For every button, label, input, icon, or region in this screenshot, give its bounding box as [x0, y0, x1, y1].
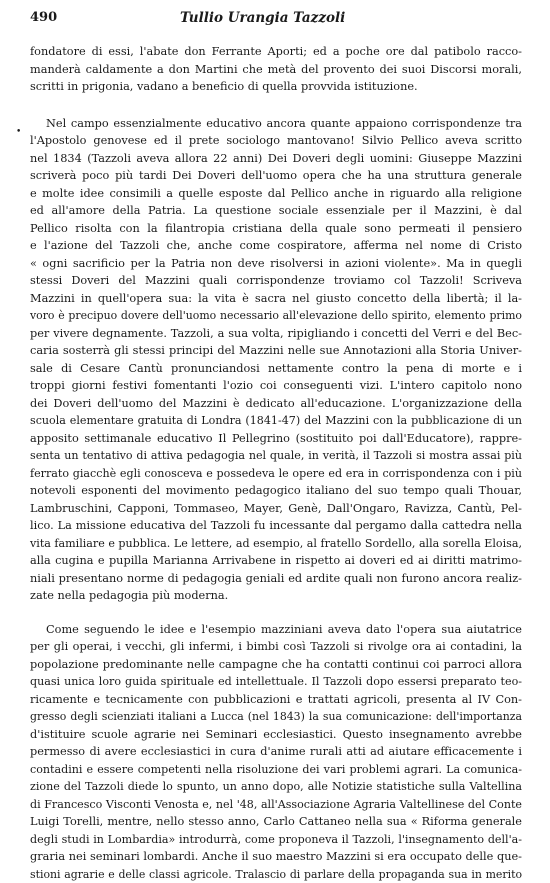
text-line: vita familiare e pubblica. Le lettere, ad esempio, al fratello Sordello, alla sorella Eloisa,: [30, 535, 522, 553]
text-line: per gli operai, i vecchi, gli infermi, i bimbi così Tazzoli si rivolge ora ai contadini, la: [30, 638, 522, 656]
text-line: Pellico risolta con la filantropia cristiana della quale sono permeati il pensiero: [30, 220, 522, 238]
text-line: scriverà poco più tardi Dei Doveri dell'uomo opera che ha una struttura generale: [30, 167, 522, 185]
text-line: Luigi Torelli, mentre, nello stesso anno, Carlo Cattaneo nella sua « Riforma generale: [30, 813, 522, 831]
text-line: senta un tentativo di attiva pedagogia nel quale, in verità, il Tazzoli si mostra assai più: [30, 447, 522, 465]
text-line: zate nella pedagogia più moderna.: [30, 587, 522, 605]
text-line: Lambruschini, Capponi, Tommaseo, Mayer, Genè, Dall'Ongaro, Ravizza, Cantù, Pel-: [30, 500, 522, 518]
text-line: quasi unica loro guida spirituale ed intellettuale. Il Tazzoli dopo essersi preparato teo-: [30, 673, 522, 691]
text-line: e molte idee consimili a quelle esposte dal Pellico anche in riguardo alla religione: [30, 185, 522, 203]
text-line: dei Doveri dell'uomo del Mazzini è dedicato all'educazione. L'organizzazione della: [30, 395, 522, 413]
text-line: manderà caldamente a don Martini che metà del provento dei suoi Discorsi morali,: [30, 61, 522, 79]
body-text: [30, 43, 522, 883]
paragraph-spacer: [30, 605, 522, 621]
text-line: permesso di avere ecclesiastici in cura d'anime rurali atti ad aiutare efficacemente i: [30, 743, 522, 761]
text-line: e l'azione del Tazzoli che, anche come cospiratore, afferma nel nome di Cristo: [30, 237, 522, 255]
text-line: ricamente e tecnicamente con pubblicazioni e trattati agricoli, presenta al IV Con-: [30, 691, 522, 709]
text-line: voro è precipuo dovere dell'uomo necessario all'elevazione dello spirito, elemento primo: [30, 307, 522, 325]
text-line: degli studi in Lombardia» introdurrà, come proponeva il Tazzoli, l'insegnamento dell'a-: [30, 831, 522, 849]
page-number: 490: [30, 10, 57, 25]
text-line: Nel campo essenzialmente educativo ancora quante appaiono corrispondenze tra: [30, 115, 522, 133]
text-line: fondatore di essi, l'abate don Ferrante Aporti; ed a poche ore dal patibolo racco-: [30, 43, 522, 61]
margin-bullet-mark: •: [16, 127, 21, 137]
text-line: Come seguendo le idee e l'esempio mazziniani aveva dato l'opera sua aiutatrice: [30, 621, 522, 639]
text-line: graria nei seminari lombardi. Anche il suo maestro Mazzini si era occupato delle que-: [30, 848, 522, 866]
paragraph-spacer: [30, 96, 522, 115]
text-line: caria sosterrà gli stessi principi del Mazzini nelle sue Annotazioni alla Storia Univer-: [30, 342, 522, 360]
paragraph: [30, 43, 522, 96]
text-line: zione del Tazzoli diede lo spunto, un anno dopo, alle Notizie statistiche sulla Valtellina: [30, 778, 522, 796]
text-line: sale di Cesare Cantù pronunciandosi nettamente contro la pena di morte e i: [30, 360, 522, 378]
text-line: stessi Doveri del Mazzini quali corrispondenze troviamo col Tazzoli! Scriveva: [30, 272, 522, 290]
text-line: alla cugina e pupilla Marianna Arrivabene in rispetto ai doveri ed ai diritti matrimo-: [30, 552, 522, 570]
text-line: contadini e essere competenti nella risoluzione dei vari problemi agrari. La comunica-: [30, 761, 522, 779]
running-title: Tullio Urangia Tazzoli: [180, 10, 345, 26]
paragraph: [30, 621, 522, 883]
text-line: « ogni sacrificio per la Patria non deve risolversi in azioni violente». Ma in quegli: [30, 255, 522, 273]
text-line: lico. La missione educativa del Tazzoli fu incessante dal pergamo dalla cattedra nella: [30, 517, 522, 535]
text-line: di Francesco Visconti Venosta e, nel '48, all'Associazione Agraria Valtellinese del Conte: [30, 796, 522, 814]
text-line: scuola elementare gratuita di Londra (1841-47) del Mazzini con la pubblicazione di un: [30, 412, 522, 430]
text-line: d'istituire scuole agrarie nei Seminari ecclesiastici. Questo insegnamento avrebbe: [30, 726, 522, 744]
text-line: l'Apostolo genovese ed il prete sociologo mantovano! Silvio Pellico aveva scritto: [30, 132, 522, 150]
text-line: per vivere degnamente. Tazzoli, a sua volta, ripigliando i concetti del Verri e del Bec-: [30, 325, 522, 343]
text-line: stioni agrarie e delle classi agricole. Tralascio di parlare della propaganda sua in merito: [30, 866, 522, 883]
text-line: Mazzini in quell'opera sua: la vita è sacra nel giusto concetto della libertà; il la-: [30, 290, 522, 308]
text-line: ferrato giacchè egli conosceva e possedeva le opere ed era in corrispondenza con i più: [30, 465, 522, 483]
text-line: notevoli esponenti del movimento pedagogico italiano del suo tempo quali Thouar,: [30, 482, 522, 500]
text-line: ed all'amore della Patria. La questione sociale essenziale per il Mazzini, è dal: [30, 202, 522, 220]
paragraph: [30, 115, 522, 605]
text-line: nel 1834 (Tazzoli aveva allora 22 anni) Dei Doveri degli uomini: Giuseppe Mazzini: [30, 150, 522, 168]
text-line: troppi giorni festivi fomentanti l'ozio coi conseguenti vizi. L'intero capitolo nono: [30, 377, 522, 395]
text-line: apposito settimanale educativo Il Pellegrino (sostituito poi dall'Educatore), rappre-: [30, 430, 522, 448]
text-line: gresso degli scienziati italiani a Lucca (nel 1843) la sua comunicazione: dell'importanza: [30, 708, 522, 726]
page-header: [30, 10, 522, 30]
text-line: niali presentano norme di pedagogia geniali ed ardite quali non furono ancora realiz-: [30, 570, 522, 588]
text-line: scritti in prigonia, vadano a beneficio di quella provvida istituzione.: [30, 78, 522, 96]
text-line: popolazione predominante nelle campagne che ha contatti continui coi parroci allora: [30, 656, 522, 674]
